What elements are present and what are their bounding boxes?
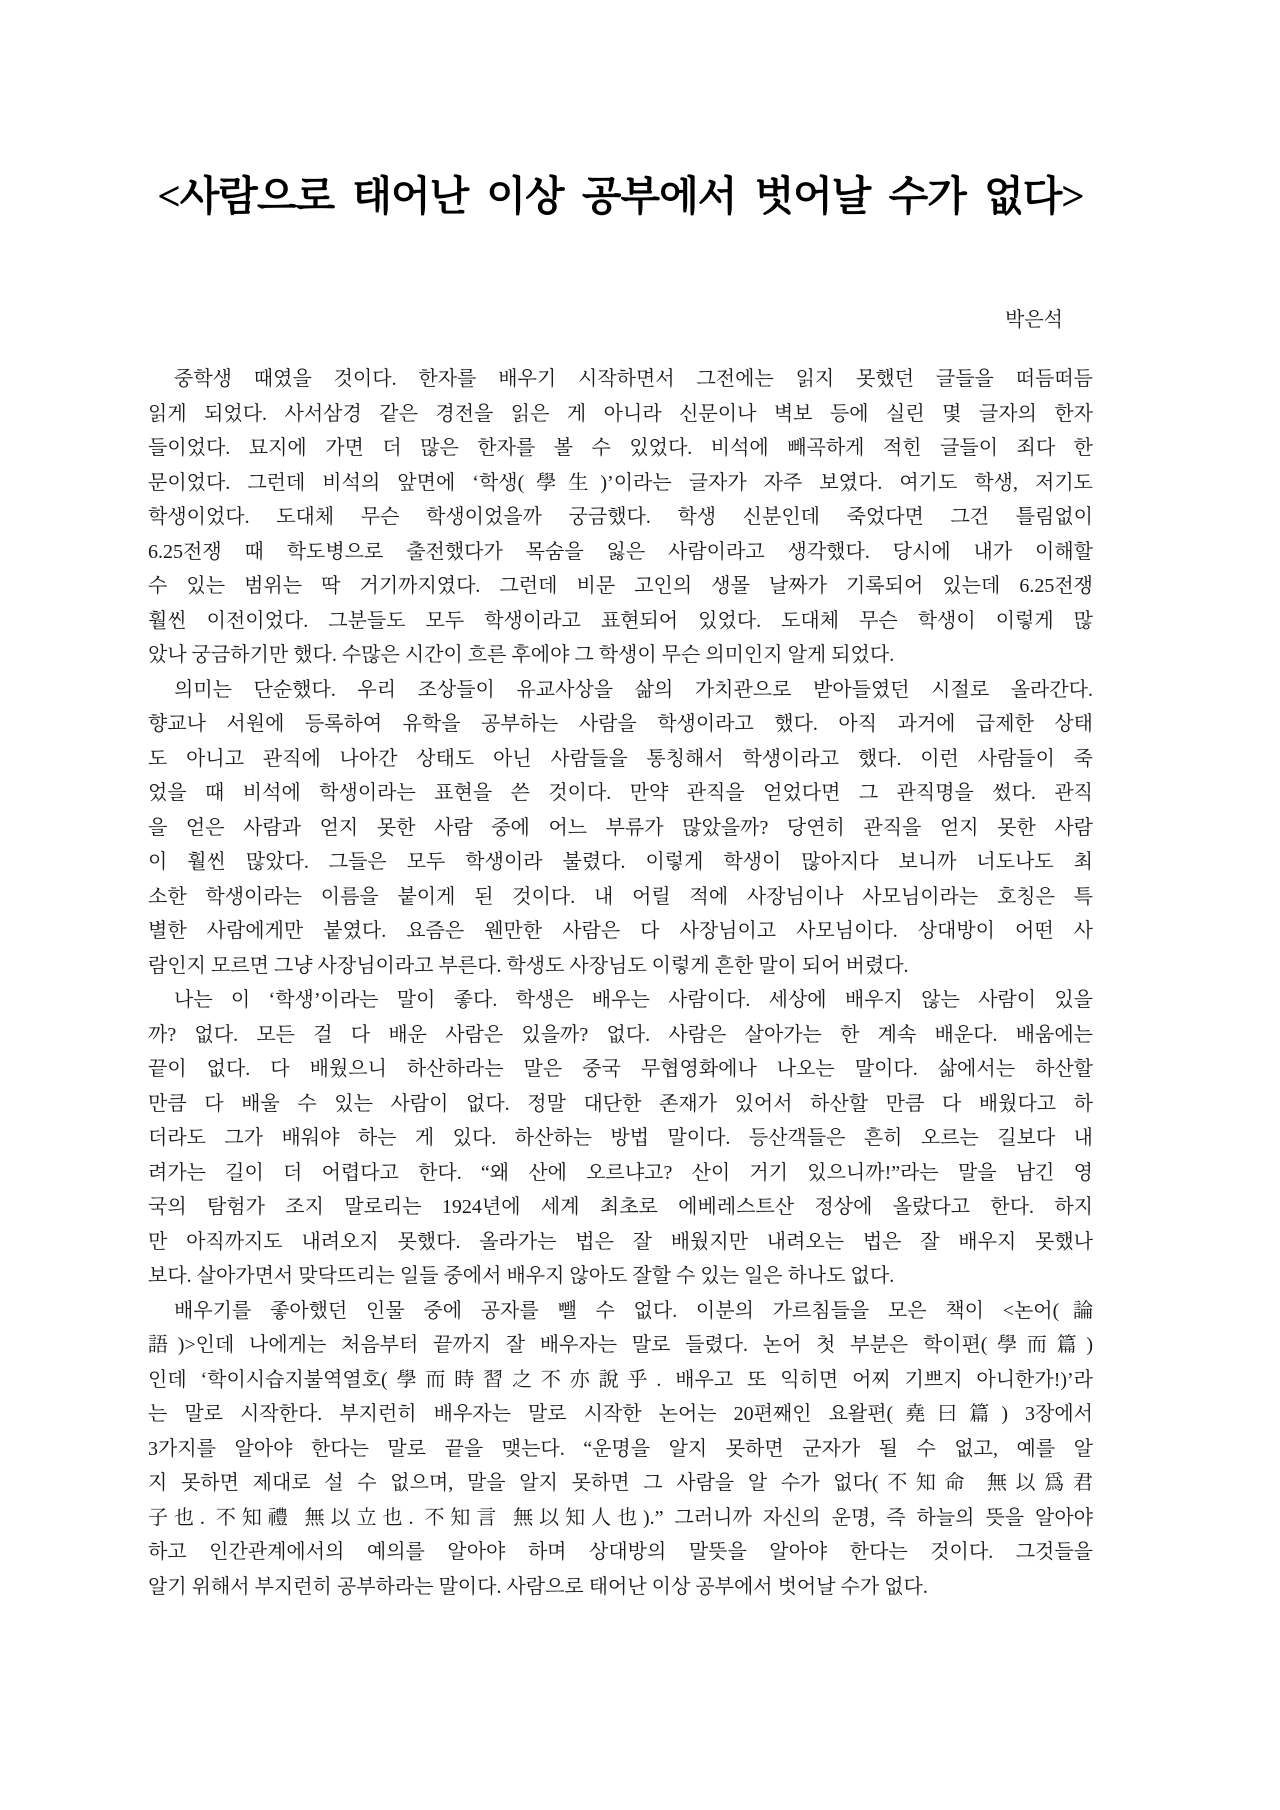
body-line: 지 못하면 제대로 설 수 없으며, 말을 알지 못하면 그 사람을 알 수가 없다(不知命 無以爲君 bbox=[148, 1472, 1093, 1494]
body-line: 들이었다. 묘지에 가면 더 많은 한자를 볼 수 있었다. 비석에 빼곡하게 적힌 글들이 죄다 한 bbox=[148, 437, 1093, 459]
body-line: 람인지 모르면 그냥 사장님이라고 부른다. 학생도 사장님도 이렇게 흔한 말이 되어 버렸다. bbox=[148, 954, 909, 977]
body-line: 알기 위해서 부지런히 공부하라는 말이다. 사람으로 태어난 이상 공부에서 벗어날 수가 없다. bbox=[148, 1575, 928, 1598]
body-line: 소한 학생이라는 이름을 붙이게 된 것이다. 내 어릴 적에 사장님이나 사모님이라는 호칭은 특 bbox=[148, 885, 1093, 908]
body-line: 의미는 단순했다. 우리 조상들이 유교사상을 삶의 가치관으로 받아들였던 시절로 올라간다. bbox=[174, 678, 1093, 701]
body-line: 중학생 때였을 것이다. 한자를 배우기 시작하면서 그전에는 읽지 못했던 글들을 떠듬떠듬 bbox=[174, 368, 1093, 390]
body-line: 국의 탐험가 조지 말로리는 1924년에 세계 최초로 에베레스트산 정상에 올랐다고 한다. 하지 bbox=[148, 1196, 1093, 1218]
body-line: 별한 사람에게만 붙였다. 요즘은 웬만한 사람은 다 사장님이고 사모님이다. 상대방이 어떤 사 bbox=[148, 920, 1093, 942]
body-line: 배우기를 좋아했던 인물 중에 공자를 뺄 수 없다. 이분의 가르침들을 모은 책이 <논어(論 bbox=[174, 1299, 1093, 1322]
body-line: 았나 궁금하기만 했다. 수많은 시간이 흐른 후에야 그 학생이 무슨 의미인지 알게 되었다. bbox=[148, 644, 895, 666]
body-line: 수 있는 범위는 딱 거기까지였다. 그런데 비문 고인의 생몰 날짜가 기록되어 있는데 6.25전쟁 bbox=[148, 575, 1093, 597]
body-line: 만 아직까지도 내려오지 못했다. 올라가는 법은 잘 배웠지만 내려오는 법은 잘 배우지 못했나 bbox=[148, 1230, 1093, 1253]
body-line: 훨씬 이전이었다. 그분들도 모두 학생이라고 표현되어 있었다. 도대체 무슨 학생이 이렇게 많 bbox=[148, 609, 1093, 632]
essay-body bbox=[148, 362, 1093, 1604]
body-line: 학생이었다. 도대체 무슨 학생이었을까 궁금했다. 학생 신분인데 죽었다면 그건 틀림없이 bbox=[148, 506, 1093, 528]
body-line: 려가는 길이 더 어렵다고 한다. “왜 산에 오르냐고? 산이 거기 있으니까!”라는 말을 남긴 영 bbox=[148, 1161, 1093, 1184]
body-line: 을 얻은 사람과 얻지 못한 사람 중에 어느 부류가 많았을까? 당연히 관직을 얻지 못한 사람 bbox=[148, 816, 1093, 839]
body-line: 이 훨씬 많았다. 그들은 모두 학생이라 불렸다. 이렇게 학생이 많아지다 보니까 너도나도 최 bbox=[148, 851, 1093, 873]
body-line: 까? 없다. 모든 걸 다 배운 사람은 있을까? 없다. 사람은 살아가는 한 계속 배운다. 배움에는 bbox=[148, 1023, 1093, 1046]
body-line: 읽게 되었다. 사서삼경 같은 경전을 읽은 게 아니라 신문이나 벽보 등에 실린 몇 글자의 한자 bbox=[148, 402, 1093, 425]
body-line: 語)>인데 나에게는 처음부터 끝까지 잘 배우자는 말로 들렸다. 논어 첫 부분은 학이편(學而篇) bbox=[148, 1334, 1093, 1356]
body-line: 더라도 그가 배워야 하는 게 있다. 하산하는 방법 말이다. 등산객들은 흔히 오르는 길보다 내 bbox=[148, 1127, 1093, 1149]
body-line: 6.25전쟁 때 학도병으로 출전했다가 목숨을 잃은 사람이라고 생각했다. 당시에 내가 이해할 bbox=[148, 540, 1093, 563]
body-line: 3가지를 알아야 한다는 말로 끝을 맺는다. “운명을 알지 못하면 군자가 될 수 없고, 예를 알 bbox=[148, 1437, 1093, 1460]
body-line: 인데 ‘학이시습지불역열호(學而時習之不亦說乎. 배우고 또 익히면 어찌 기쁘지 아니한가!)’라 bbox=[148, 1368, 1093, 1391]
body-line: 보다. 살아가면서 맞닥뜨리는 일들 중에서 배우지 않아도 잘할 수 있는 일은 하나도 없다. bbox=[148, 1265, 895, 1287]
body-line: 나는 이 ‘학생’이라는 말이 좋다. 학생은 배우는 사람이다. 세상에 배우지 않는 사람이 있을 bbox=[174, 989, 1093, 1011]
body-line: 도 아니고 관직에 나아간 상태도 아닌 사람들을 통칭해서 학생이라고 했다. 이런 사람들이 죽 bbox=[148, 747, 1093, 770]
body-line: 었을 때 비석에 학생이라는 표현을 쓴 것이다. 만약 관직을 얻었다면 그 관직명을 썼다. 관직 bbox=[148, 782, 1093, 804]
body-line: 하고 인간관계에서의 예의를 알아야 하며 상대방의 말뜻을 알아야 한다는 것이다. 그것들을 bbox=[148, 1541, 1093, 1563]
body-line: 만큼 다 배울 수 있는 사람이 없다. 정말 대단한 존재가 있어서 하산할 만큼 다 배웠다고 하 bbox=[148, 1092, 1093, 1115]
body-line: 문이었다. 그런데 비석의 앞면에 ‘학생(學生)’이라는 글자가 자주 보였다. 여기도 학생, 저기도 bbox=[148, 471, 1093, 494]
essay-author: 박은석 bbox=[1005, 309, 1063, 331]
body-line: 끝이 없다. 다 배웠으니 하산하라는 말은 중국 무협영화에나 나오는 말이다. 삶에서는 하산할 bbox=[148, 1058, 1093, 1080]
essay-title: <사람으로 태어난 이상 공부에서 벗어날 수가 없다> bbox=[157, 173, 1084, 219]
body-line: 子也. 不知禮 無以立也. 不知言 無以知人也).” 그러니까 자신의 운명, 즉 하늘의 뜻을 알아야 bbox=[148, 1506, 1093, 1529]
body-line: 향교나 서원에 등록하여 유학을 공부하는 사람을 학생이라고 했다. 아직 과거에 급제한 상태 bbox=[148, 713, 1093, 735]
body-line: 는 말로 시작한다. 부지런히 배우자는 말로 시작한 논어는 20편째인 요왈편(堯曰篇) 3장에서 bbox=[148, 1403, 1093, 1425]
